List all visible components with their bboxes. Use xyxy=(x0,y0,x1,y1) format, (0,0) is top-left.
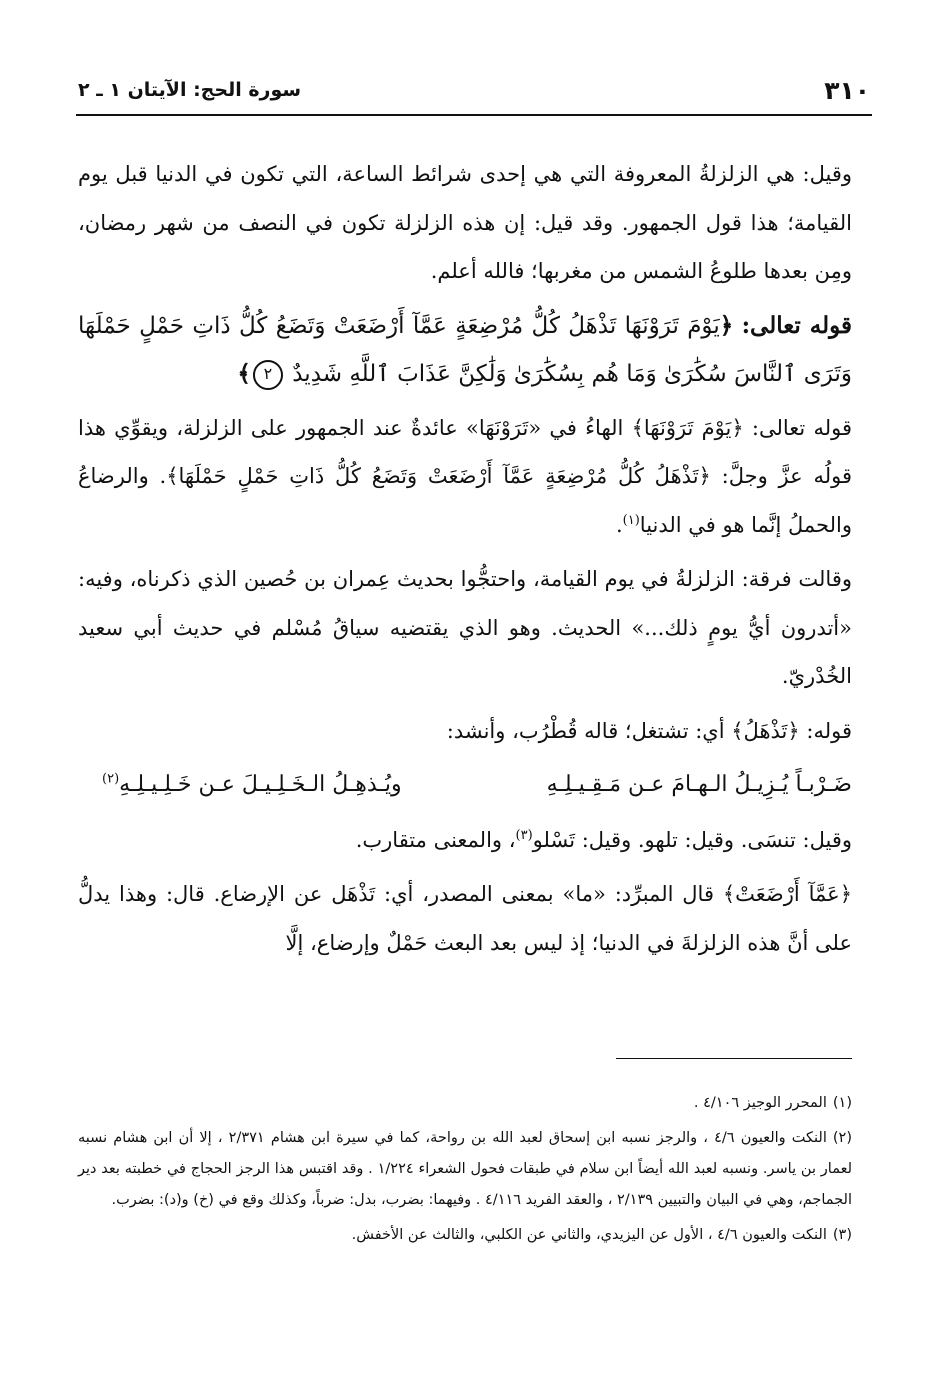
paragraph-1: وقيل: هي الزلزلةُ المعروفة التي هي إحدى شرائط الساعة، التي تكون في الدنيا قبل يوم القيامة؛ هذا قول الجمهور. وقد قيل: إن هذه الزلزلة تكون في النصف من شهر رمضان، ومِن بعدها طلوعُ الشمس من مغربها؛ فالله أعلم. xyxy=(78,162,852,283)
paragraph-4: قوله: ﴿تَذْهَلُ﴾ أي: تشتغل؛ قاله قُطْرُب، وأنشد: xyxy=(446,718,852,743)
footnote-rule xyxy=(616,1058,852,1059)
paragraph-2-end: . xyxy=(615,512,623,537)
ayah-number-icon: ٢ xyxy=(253,360,283,390)
paragraph-5-text: وقيل: تنسَى. وقيل: تلهو. وقيل: تَسْلو xyxy=(532,827,852,852)
poem-verse xyxy=(78,761,852,810)
footnote-item xyxy=(78,1088,852,1119)
verse-lead: قوله تعالى: xyxy=(741,311,852,339)
paragraph-2-text: قوله تعالى: ﴿يَوْمَ تَرَوْنَهَا﴾ الهاءُ في «تَرَوْنَهَا» عائدةٌ عند الجمهور على الزلزلة، ويقوِّي هذا قولُه عزَّ وجلَّ: ﴿تَذْهَلُ كُلُّ مُرْضِعَةٍ عَمَّآ أَرْضَعَتْ وَتَضَعُ كُلُّ ذَاتِ حَمْلٍ حَمْلَهَا﴾. والرضاعُ والحملُ إنَّما هو في الدنيا xyxy=(78,415,852,537)
verse-open-bracket: ﴿ xyxy=(719,311,734,339)
page-number: ٣١٠ xyxy=(824,75,870,105)
paragraph-2 xyxy=(78,404,852,550)
paragraph-6: ﴿عَمَّآ أَرْضَعَتْ﴾ قال المبرِّد: «ما» بمعنى المصدر، أي: تَذْهَل عن الإرضاع. قال: وهذا يدلُّ على أنَّ هذه الزلزلةَ في الدنيا؛ إذ ليس بعد البعث حَمْلٌ وإرضاع، إلَّا xyxy=(78,882,852,955)
footnote-number: (٣) xyxy=(832,1227,852,1243)
main-text xyxy=(78,150,852,973)
poem-first-hemistich: ضَـرْبـاً يُـزِيـلُ الـهـامَ عـن مَـقِـيـلِـهِ xyxy=(546,772,852,797)
footnote-ref-1: (١) xyxy=(622,512,640,528)
footnote-number: (١) xyxy=(832,1095,852,1111)
footnote-ref-2: (٢) xyxy=(102,771,120,787)
poem-second-hemistich: ويُـذهِـلُ الـخَـلِـيـلَ عـن خَـلِـيـلِـهِ xyxy=(119,772,402,797)
quran-verse-block xyxy=(78,302,852,398)
header-rule xyxy=(76,114,872,116)
footnote-text: المحرر الوجيز ٤/١٠٦ . xyxy=(693,1095,827,1111)
paragraph-5 xyxy=(78,816,852,865)
footnote-item xyxy=(78,1220,852,1251)
footnote-text: النكت والعيون ٤/٦ ، الأول عن اليزيدي، والثاني عن الكلبي، والثالث عن الأخفش. xyxy=(351,1227,827,1243)
poem-second-hemistich-wrap xyxy=(78,761,402,810)
verse-text: يَوْمَ تَرَوْنَهَا تَذْهَلُ كُلُّ مُرْضِعَةٍ عَمَّآ أَرْضَعَتْ وَتَضَعُ كُلُّ ذَاتِ حَمْلٍ حَمْلَهَا وَتَرَى ٱلنَّاسَ سُكَٰرَىٰ وَمَا هُم بِسُكَٰرَىٰ وَلَٰكِنَّ عَذَابَ ٱللَّهِ شَدِيدٌ xyxy=(78,312,852,387)
verse-close-bracket: ﴾ xyxy=(237,359,251,387)
footnotes xyxy=(78,1088,852,1255)
paragraph-5-end: ، والمعنى متقارب. xyxy=(355,827,516,852)
footnote-item xyxy=(78,1123,852,1216)
footnote-ref-3: (٣) xyxy=(515,827,533,843)
paragraph-3: وقالت فرقة: الزلزلةُ في يوم القيامة، واحتجُّوا بحديث عِمران بن حُصين الذي ذكرناه، وفيه: «أتدرون أيُّ يومٍ ذلك...» الحديث. وهو الذي يقتضيه سياقُ مُسْلم في حديث أبي سعيد الخُدْريّ. xyxy=(78,567,852,688)
footnote-text: النكت والعيون ٤/٦ ، والرجز نسبه ابن إسحاق لعبد الله بن رواحة، كما في سيرة ابن هشام ٢/٣٧١ ، إلا أن ابن هشام نسبه لعمار بن ياسر. ونسبه لعبد الله أيضاً ابن سلام في طبقات فحول الشعراء ١/٢٢٤ . وقد اقتبس هذا الرجز الحجاج في خطبته بعد دير الجماجم، وهي في البيان والتبيين ٢/١٣٩ ، والعقد الفريد ٤/١١٦ . وفيهما: بضرب، بدل: ضرباً، وكذلك وقع في (خ) و(د): بضرب. xyxy=(78,1130,853,1208)
page-header xyxy=(78,74,870,106)
running-title: سورة الحج: الآيتان ١ ـ ٢ xyxy=(78,79,302,101)
footnote-number: (٢) xyxy=(832,1130,852,1146)
